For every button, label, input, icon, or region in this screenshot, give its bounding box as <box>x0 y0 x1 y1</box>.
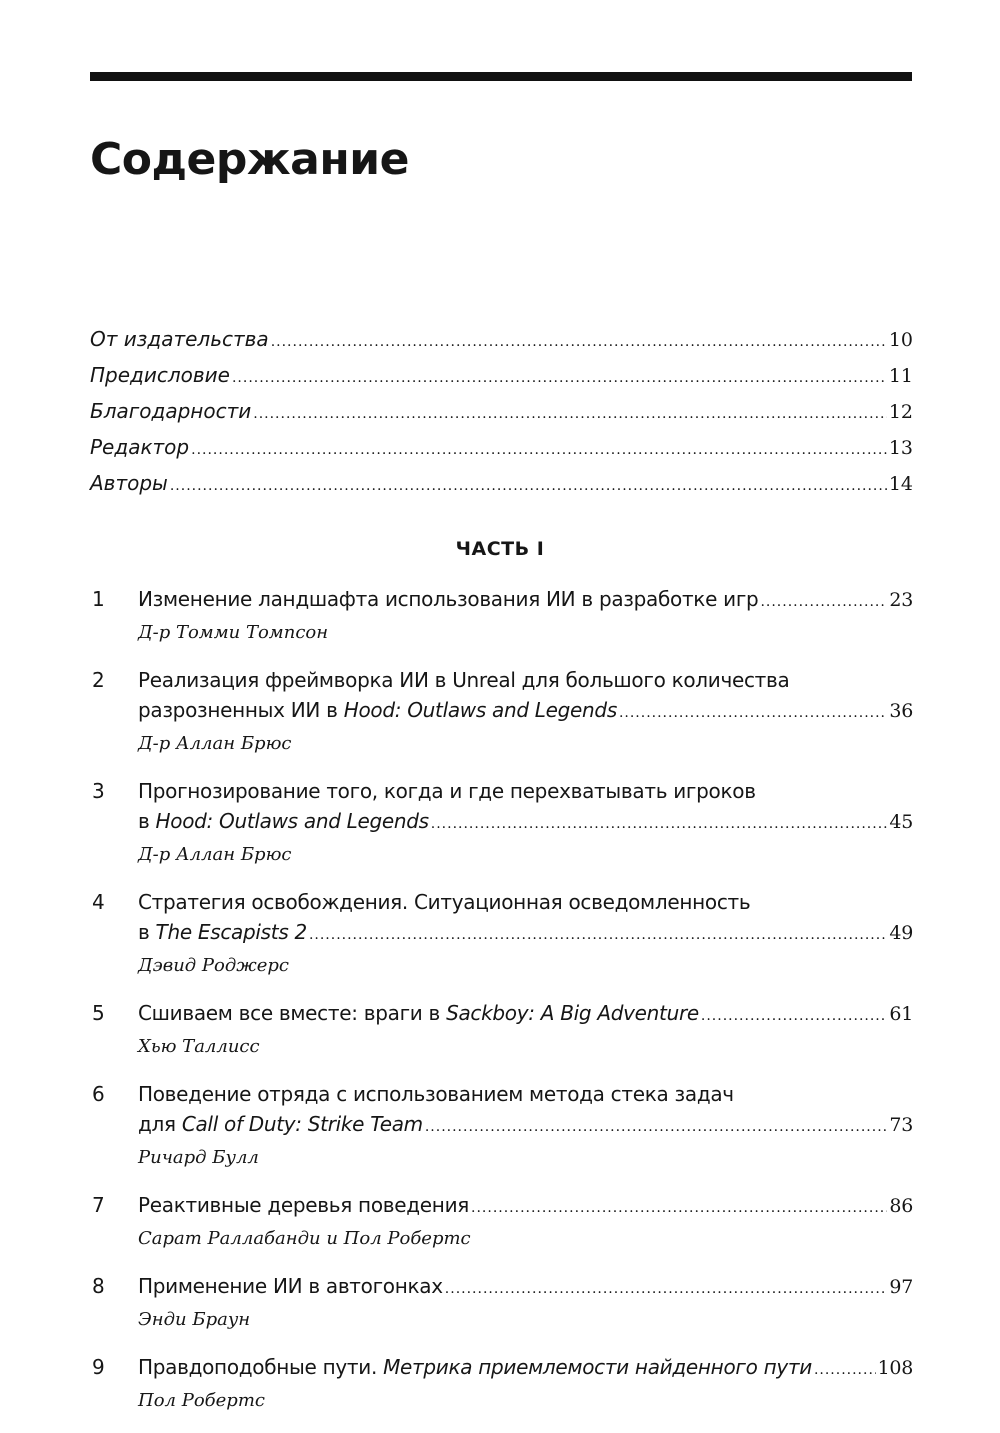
chapter-entry[interactable] <box>92 584 913 649</box>
dot-leader <box>814 1355 876 1385</box>
chapter-title-line <box>138 1271 913 1304</box>
chapter-entry[interactable] <box>92 1079 913 1174</box>
chapter-number: 3 <box>92 779 105 803</box>
chapter-title-line <box>138 1079 913 1109</box>
chapter-number: 5 <box>92 1001 105 1025</box>
dot-leader <box>232 362 887 394</box>
toc-entry-page: 12 <box>888 401 913 423</box>
dot-leader <box>431 809 888 839</box>
chapter-entry[interactable] <box>92 1352 913 1417</box>
chapter-entry[interactable] <box>92 776 913 871</box>
chapter-title-italic: The Escapists 2 <box>155 920 307 944</box>
dot-leader <box>471 1193 887 1223</box>
toc-entry[interactable] <box>90 467 913 503</box>
chapter-page: 97 <box>889 1276 913 1298</box>
chapter-number: 9 <box>92 1355 105 1379</box>
toc-entry-page: 13 <box>888 437 913 459</box>
chapter-title-text: в <box>138 920 156 944</box>
toc-entry-page: 11 <box>888 365 913 387</box>
toc-entry-label: Благодарности <box>90 399 252 423</box>
dot-leader <box>170 470 887 502</box>
chapter-title-italic: Hood: Outlaws and Legends <box>343 698 617 722</box>
top-rule <box>90 72 912 81</box>
chapter-title-text: Правдоподобные пути. <box>138 1355 384 1379</box>
chapter-number: 6 <box>92 1082 105 1106</box>
chapter-number: 1 <box>92 587 105 611</box>
chapter-page: 108 <box>877 1357 913 1379</box>
chapter-entry[interactable] <box>92 998 913 1063</box>
chapter-title-text: Изменение ландшафта использования ИИ в разработке игр <box>138 587 759 611</box>
toc-entry-label: Предисловие <box>90 363 230 387</box>
chapter-entry[interactable] <box>92 887 913 982</box>
toc-entry-label: Авторы <box>90 471 168 495</box>
toc-entry[interactable] <box>90 431 913 467</box>
chapter-title-line <box>138 584 913 617</box>
chapter-title-line <box>138 917 913 950</box>
chapter-title-text: Сшиваем все вместе: враги в <box>138 1001 447 1025</box>
toc-entry[interactable] <box>90 395 913 431</box>
toc-entry-label: От издательства <box>90 327 269 351</box>
chapter-title-line <box>138 998 913 1031</box>
chapter-author: Хью Таллисс <box>138 1036 260 1057</box>
chapter-author: Энди Браун <box>138 1309 251 1330</box>
toc-entry-page: 10 <box>888 329 913 351</box>
chapter-author: Д-р Томми Томпсон <box>138 622 329 643</box>
chapter-author: Сарат Раллабанди и Пол Робертс <box>138 1228 471 1249</box>
chapter-author: Пол Робертс <box>138 1390 265 1411</box>
chapter-entry[interactable] <box>92 1271 913 1336</box>
dot-leader <box>253 398 887 430</box>
toc-entry[interactable] <box>90 359 913 395</box>
page-title: Содержание <box>90 134 409 185</box>
chapter-title-line <box>138 776 913 806</box>
chapter-title-line <box>138 1190 913 1223</box>
dot-leader <box>701 1001 888 1031</box>
chapter-title-line <box>138 695 913 728</box>
chapter-page: 36 <box>889 700 913 722</box>
chapter-number: 4 <box>92 890 105 914</box>
chapter-number: 2 <box>92 668 105 692</box>
chapter-title-text: Поведение отряда с использованием метода стека задач <box>138 1082 734 1106</box>
chapter-title-italic: Hood: Outlaws and Legends <box>155 809 429 833</box>
chapter-title-text: в <box>138 809 156 833</box>
toc-entry[interactable] <box>90 323 913 359</box>
chapter-title-text: Реактивные деревья поведения <box>138 1193 470 1217</box>
chapter-title-italic: Sackboy: A Big Adventure <box>446 1001 699 1025</box>
chapter-page: 23 <box>889 589 913 611</box>
chapter-title-line <box>138 887 913 917</box>
chapter-page: 49 <box>889 922 913 944</box>
chapter-title-italic: Метрика приемлемости найденного пути <box>383 1355 812 1379</box>
dot-leader <box>619 698 887 728</box>
dot-leader <box>425 1112 888 1142</box>
chapter-title-line <box>138 1109 913 1142</box>
chapter-title-line <box>138 665 913 695</box>
chapter-author: Д-р Аллан Брюс <box>138 733 292 754</box>
chapter-entry[interactable] <box>92 1190 913 1255</box>
chapter-page: 61 <box>889 1003 913 1025</box>
chapter-title-text: Применение ИИ в автогонках <box>138 1274 443 1298</box>
chapter-title-line <box>138 806 913 839</box>
chapter-title-text: для <box>138 1112 182 1136</box>
dot-leader <box>309 920 887 950</box>
chapter-page: 73 <box>889 1114 913 1136</box>
chapter-list <box>92 584 913 1433</box>
chapter-number: 8 <box>92 1274 105 1298</box>
chapter-title-line <box>138 1352 913 1385</box>
chapter-number: 7 <box>92 1193 105 1217</box>
dot-leader <box>191 434 887 466</box>
part-heading: ЧАСТЬ I <box>455 538 545 560</box>
toc-entry-page: 14 <box>888 473 913 495</box>
chapter-entry[interactable] <box>92 665 913 760</box>
chapter-author: Дэвид Роджерс <box>138 955 289 976</box>
front-matter-list <box>90 323 913 503</box>
chapter-title-text: Прогнозирование того, когда и где перехватывать игроков <box>138 779 756 803</box>
chapter-title-text: разрозненных ИИ в <box>138 698 344 722</box>
chapter-title-text: Реализация фреймворка ИИ в Unreal для большого количества <box>138 668 790 692</box>
chapter-page: 45 <box>889 811 913 833</box>
chapter-author: Ричард Булл <box>138 1147 259 1168</box>
chapter-author: Д-р Аллан Брюс <box>138 844 292 865</box>
dot-leader <box>445 1274 888 1304</box>
dot-leader <box>760 587 887 617</box>
chapter-title-italic: Call of Duty: Strike Team <box>181 1112 423 1136</box>
chapter-title-text: Стратегия освобождения. Ситуационная осведомленность <box>138 890 751 914</box>
chapter-page: 86 <box>889 1195 913 1217</box>
toc-entry-label: Редактор <box>90 435 190 459</box>
dot-leader <box>271 326 887 358</box>
